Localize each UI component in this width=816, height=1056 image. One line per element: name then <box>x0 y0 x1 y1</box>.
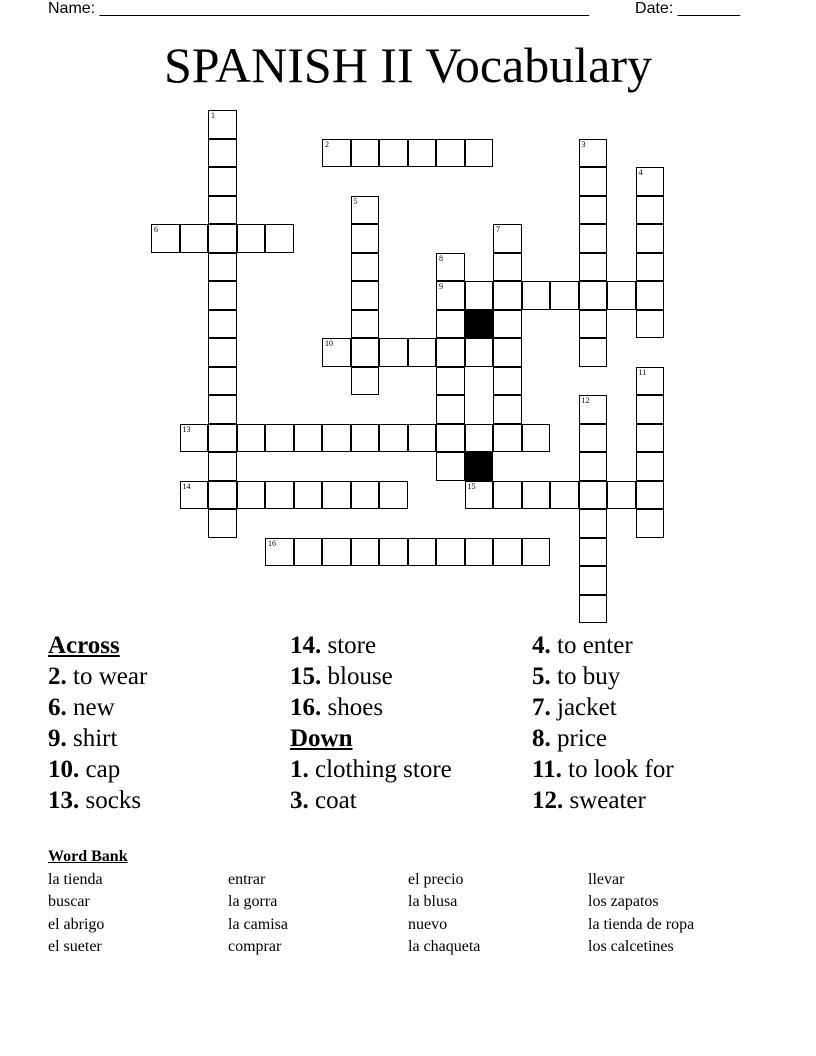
down-clue <box>532 692 674 723</box>
crossword-cell[interactable] <box>322 139 351 168</box>
crossword-cell[interactable] <box>465 139 494 168</box>
down-clue <box>532 723 674 754</box>
crossword-cell[interactable] <box>322 338 351 367</box>
across-heading: Across <box>48 632 120 659</box>
word-bank-title: Word Bank <box>48 848 128 865</box>
crossword-cell[interactable] <box>237 224 266 253</box>
crossword-cell[interactable] <box>408 538 437 567</box>
clue-text: to wear <box>73 663 148 690</box>
crossword-cell[interactable] <box>493 538 522 567</box>
crossword-cell[interactable] <box>607 481 636 510</box>
clue-number: 12. <box>532 787 564 814</box>
cell-number: 16 <box>268 538 276 548</box>
crossword-cell[interactable] <box>408 338 437 367</box>
crossword-cell[interactable] <box>379 538 408 567</box>
word-bank-item: llevar <box>588 870 625 888</box>
crossword-cell[interactable] <box>493 481 522 510</box>
crossword-cell[interactable] <box>636 224 665 253</box>
crossword-cell[interactable] <box>265 481 294 510</box>
crossword-cell[interactable] <box>208 338 237 367</box>
name-field-label: Name: _______________________________________________________ <box>48 0 589 17</box>
crossword-cell[interactable] <box>237 481 266 510</box>
crossword-cell[interactable] <box>465 424 494 453</box>
across-clue <box>48 661 147 692</box>
word-bank-item: la tienda de ropa <box>588 915 695 933</box>
cell-number: 4 <box>638 168 643 177</box>
cell-number: 10 <box>325 339 333 348</box>
crossword-cell[interactable] <box>436 367 465 396</box>
crossword-cell[interactable] <box>180 424 209 453</box>
clue-text: coat <box>315 787 357 814</box>
word-bank-item: entrar <box>228 870 266 888</box>
clue-text: to enter <box>557 632 633 659</box>
crossword-cell[interactable] <box>208 481 237 510</box>
word-bank <box>48 846 768 959</box>
crossword-cell[interactable] <box>436 424 465 453</box>
crossword-cell[interactable] <box>379 424 408 453</box>
across-clue <box>48 723 147 754</box>
crossword-cell[interactable] <box>636 395 665 424</box>
crossword-cell[interactable] <box>465 538 494 567</box>
word-bank-item: la camisa <box>228 915 288 933</box>
crossword-cell[interactable] <box>493 367 522 396</box>
word-bank-item: los zapatos <box>588 893 659 910</box>
crossword-cell[interactable] <box>351 538 380 567</box>
crossword-cell[interactable] <box>579 196 608 225</box>
down-clue <box>532 754 674 785</box>
crossword-cell[interactable] <box>579 538 608 567</box>
crossword-cell[interactable] <box>493 395 522 424</box>
crossword-cell[interactable] <box>436 310 465 339</box>
clue-number: 1. <box>290 756 309 783</box>
crossword-cell[interactable] <box>208 509 237 538</box>
crossword-cell[interactable] <box>351 139 380 168</box>
clue-text: store <box>327 632 377 659</box>
clue-text: clothing store <box>315 756 452 783</box>
crossword-cell[interactable] <box>579 253 608 282</box>
crossword-cell[interactable] <box>436 338 465 367</box>
clue-number: 7. <box>532 694 551 721</box>
crossword-cell[interactable] <box>208 224 237 253</box>
cell-number: 1 <box>211 111 215 120</box>
crossword-cell[interactable] <box>379 139 408 168</box>
crossword-cell[interactable] <box>636 481 665 510</box>
crossword-cell[interactable] <box>636 509 665 538</box>
crossword-cell[interactable] <box>180 481 209 510</box>
crossword-cell[interactable] <box>579 395 608 424</box>
crossword-cell[interactable] <box>522 481 551 510</box>
clue-text: shoes <box>327 694 384 721</box>
down-clue <box>532 661 674 692</box>
crossword-cell[interactable] <box>208 367 237 396</box>
clue-number: 11. <box>532 756 562 783</box>
across-clue <box>48 785 147 816</box>
crossword-cell[interactable] <box>579 167 608 196</box>
crossword-cell[interactable] <box>436 395 465 424</box>
cell-number: 11 <box>638 367 647 377</box>
down-clue <box>532 630 674 661</box>
clue-text: socks <box>85 787 142 814</box>
crossword-cell[interactable] <box>351 310 380 339</box>
crossword-cell[interactable] <box>550 281 579 310</box>
crossword-cell[interactable] <box>351 481 380 510</box>
clue-number: 8. <box>532 725 551 752</box>
clue-number: 6. <box>48 694 67 721</box>
crossword-cell[interactable] <box>294 481 323 510</box>
clue-text: price <box>557 725 607 752</box>
crossword-cell[interactable] <box>522 538 551 567</box>
clue-text: sweater <box>569 787 646 814</box>
down-heading: Down <box>290 725 353 752</box>
crossword-cell[interactable] <box>379 338 408 367</box>
crossword-cell[interactable] <box>436 538 465 567</box>
across-clue <box>290 692 452 723</box>
word-bank-item: la gorra <box>228 893 278 910</box>
cell-number: 8 <box>439 253 443 263</box>
cell-number: 15 <box>467 481 476 491</box>
crossword-cell[interactable] <box>265 424 294 453</box>
word-bank-item: comprar <box>228 938 282 955</box>
crossword-cell[interactable] <box>408 139 437 168</box>
cell-number: 14 <box>182 481 191 491</box>
clue-number: 3. <box>290 787 309 814</box>
crossword-cell[interactable] <box>465 481 494 510</box>
crossword-cell[interactable] <box>465 338 494 367</box>
clue-column-1 <box>48 630 147 816</box>
crossword-cell[interactable] <box>351 281 380 310</box>
crossword-black-cell <box>465 310 494 339</box>
crossword-cell[interactable] <box>579 481 608 510</box>
crossword-cell[interactable] <box>322 481 351 510</box>
crossword-cell[interactable] <box>208 110 237 139</box>
clue-number: 9. <box>48 725 67 752</box>
crossword-cell[interactable] <box>379 481 408 510</box>
crossword-cell[interactable] <box>351 253 380 282</box>
cell-number: 7 <box>496 225 500 234</box>
across-clue <box>48 754 147 785</box>
crossword-cell[interactable] <box>351 367 380 396</box>
crossword-cell[interactable] <box>579 566 608 595</box>
across-clue <box>290 630 452 661</box>
crossword-cell[interactable] <box>636 367 665 396</box>
clue-number: 14. <box>290 632 322 659</box>
word-bank-item: la chaqueta <box>408 938 481 955</box>
cell-number: 5 <box>353 196 358 206</box>
clue-text: new <box>73 694 115 721</box>
word-bank-item: nuevo <box>408 915 448 933</box>
crossword-cell[interactable] <box>436 253 465 282</box>
cell-number: 12 <box>581 396 590 405</box>
crossword-black-cell <box>465 452 494 481</box>
word-bank-item: el sueter <box>48 938 102 955</box>
crossword-cell[interactable] <box>550 481 579 510</box>
crossword-cell[interactable] <box>180 224 209 253</box>
crossword-cell[interactable] <box>636 253 665 282</box>
crossword-cell[interactable] <box>636 196 665 225</box>
crossword-cell[interactable] <box>208 452 237 481</box>
cell-number: 9 <box>439 282 443 291</box>
clue-number: 4. <box>532 632 551 659</box>
crossword-cell[interactable] <box>208 196 237 225</box>
cell-number: 6 <box>154 225 158 234</box>
cell-number: 2 <box>325 139 329 149</box>
crossword-cell[interactable] <box>493 310 522 339</box>
crossword-cell[interactable] <box>607 281 636 310</box>
word-bank-item: la blusa <box>408 893 458 910</box>
clue-number: 15. <box>290 663 322 690</box>
crossword-cell[interactable] <box>208 395 237 424</box>
clue-text: blouse <box>327 663 393 690</box>
crossword-cell[interactable] <box>208 253 237 282</box>
crossword-cell[interactable] <box>579 452 608 481</box>
clue-number: 16. <box>290 694 322 721</box>
crossword-cell[interactable] <box>636 167 665 196</box>
clue-number: 2. <box>48 663 67 690</box>
crossword-cell[interactable] <box>579 424 608 453</box>
word-bank-grid <box>48 869 768 959</box>
crossword-cell[interactable] <box>151 224 180 253</box>
crossword-cell[interactable] <box>636 310 665 339</box>
crossword-cell[interactable] <box>322 424 351 453</box>
word-bank-item: el precio <box>408 870 464 888</box>
clue-text: cap <box>85 756 121 783</box>
crossword-cell[interactable] <box>579 310 608 339</box>
word-bank-item: la tienda <box>48 870 103 888</box>
down-clue <box>290 785 452 816</box>
clue-number: 10. <box>48 756 80 783</box>
crossword-cell[interactable] <box>522 281 551 310</box>
clue-text: to buy <box>557 663 621 690</box>
clue-text: jacket <box>557 694 617 721</box>
clue-text: to look for <box>568 756 674 783</box>
crossword-cell[interactable] <box>294 538 323 567</box>
crossword-cell[interactable] <box>265 538 294 567</box>
crossword-cell[interactable] <box>522 424 551 453</box>
crossword-cell[interactable] <box>579 224 608 253</box>
crossword-cell[interactable] <box>208 281 237 310</box>
crossword-cell[interactable] <box>322 538 351 567</box>
across-clue <box>48 692 147 723</box>
crossword-cell[interactable] <box>436 452 465 481</box>
down-clue <box>532 785 674 816</box>
crossword-cell[interactable] <box>208 167 237 196</box>
crossword-cell[interactable] <box>579 595 608 624</box>
crossword-cell[interactable] <box>493 281 522 310</box>
clue-column-2 <box>290 630 452 816</box>
word-bank-item: los calcetines <box>588 938 674 955</box>
word-bank-item: buscar <box>48 893 90 910</box>
crossword-cell[interactable] <box>408 424 437 453</box>
crossword-cell[interactable] <box>237 424 266 453</box>
down-clue <box>290 754 452 785</box>
clue-text: shirt <box>73 725 118 752</box>
crossword-cell[interactable] <box>636 452 665 481</box>
word-bank-item: el abrigo <box>48 915 105 933</box>
crossword-cell[interactable] <box>579 338 608 367</box>
crossword-cell[interactable] <box>208 310 237 339</box>
crossword-cell[interactable] <box>493 424 522 453</box>
crossword-cell[interactable] <box>265 224 294 253</box>
crossword-cell[interactable] <box>579 281 608 310</box>
crossword-cell[interactable] <box>493 253 522 282</box>
crossword-cell[interactable] <box>636 424 665 453</box>
clue-number: 13. <box>48 787 80 814</box>
date-field-label: Date: _______ <box>635 0 740 17</box>
crossword-cell[interactable] <box>351 224 380 253</box>
clue-number: 5. <box>532 663 551 690</box>
crossword-cell[interactable] <box>636 281 665 310</box>
crossword-cell[interactable] <box>208 139 237 168</box>
cell-number: 3 <box>581 139 586 149</box>
crossword-cell[interactable] <box>465 281 494 310</box>
crossword-cell[interactable] <box>351 196 380 225</box>
crossword-cell[interactable] <box>579 139 608 168</box>
crossword-cell[interactable] <box>351 338 380 367</box>
crossword-cell[interactable] <box>436 139 465 168</box>
cell-number: 13 <box>182 424 191 434</box>
crossword-cell[interactable] <box>436 281 465 310</box>
crossword-cell[interactable] <box>294 424 323 453</box>
crossword-cell[interactable] <box>579 509 608 538</box>
crossword-cell[interactable] <box>493 338 522 367</box>
crossword-cell[interactable] <box>351 424 380 453</box>
clue-column-3 <box>532 630 674 816</box>
crossword-cell[interactable] <box>493 224 522 253</box>
crossword-cell[interactable] <box>208 424 237 453</box>
across-clue <box>290 661 452 692</box>
page-title: SPANISH II Vocabulary <box>164 37 652 93</box>
